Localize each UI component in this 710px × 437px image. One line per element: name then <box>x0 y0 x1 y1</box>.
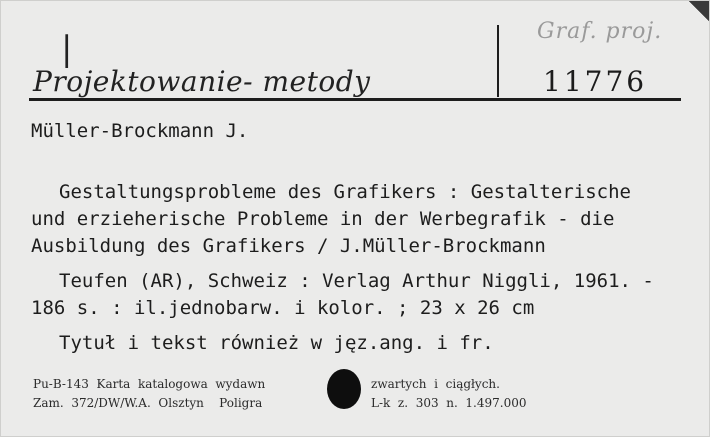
author-line: Müller-Brockmann J. <box>31 120 249 142</box>
heading-rule <box>29 98 681 101</box>
language-note: Tytuł i tekst również w jęz.ang. i fr. <box>59 332 494 354</box>
footer-line-2-right: L-k z. 303 n. 1.497.000 <box>371 396 527 410</box>
footer-line-2-left: Zam. 372/DW/W.A. Olsztyn Poligra <box>33 396 263 410</box>
card-punch-hole <box>327 369 361 409</box>
title-line-1: Gestaltungsprobleme des Grafikers : Gestalterische <box>59 181 631 203</box>
card-corner-shadow <box>689 1 709 29</box>
handwritten-mark: | <box>61 29 71 69</box>
call-number: 11776 <box>543 65 648 98</box>
handwritten-heading: Projektowanie- metody <box>33 65 371 98</box>
footer-line-1-left: Pu-B-143 Karta katalogowa wydawn <box>33 377 266 391</box>
imprint-line-2: 186 s. : il.jednobarw. i kolor. ; 23 x 26 cm <box>31 297 535 319</box>
title-line-3: Ausbildung des Grafikers / J.Müller-Brockmann <box>31 235 546 257</box>
handwritten-corner-note: Graf. proj. <box>537 19 663 44</box>
imprint-line-1: Teufen (AR), Schweiz : Verlag Arthur Niggli, 1961. - <box>59 270 654 292</box>
vertical-divider <box>497 25 499 97</box>
title-line-2: und erzieherische Probleme in der Werbegrafik - die <box>31 208 615 230</box>
footer-line-1-right: zwartych i ciągłych. <box>371 377 500 391</box>
